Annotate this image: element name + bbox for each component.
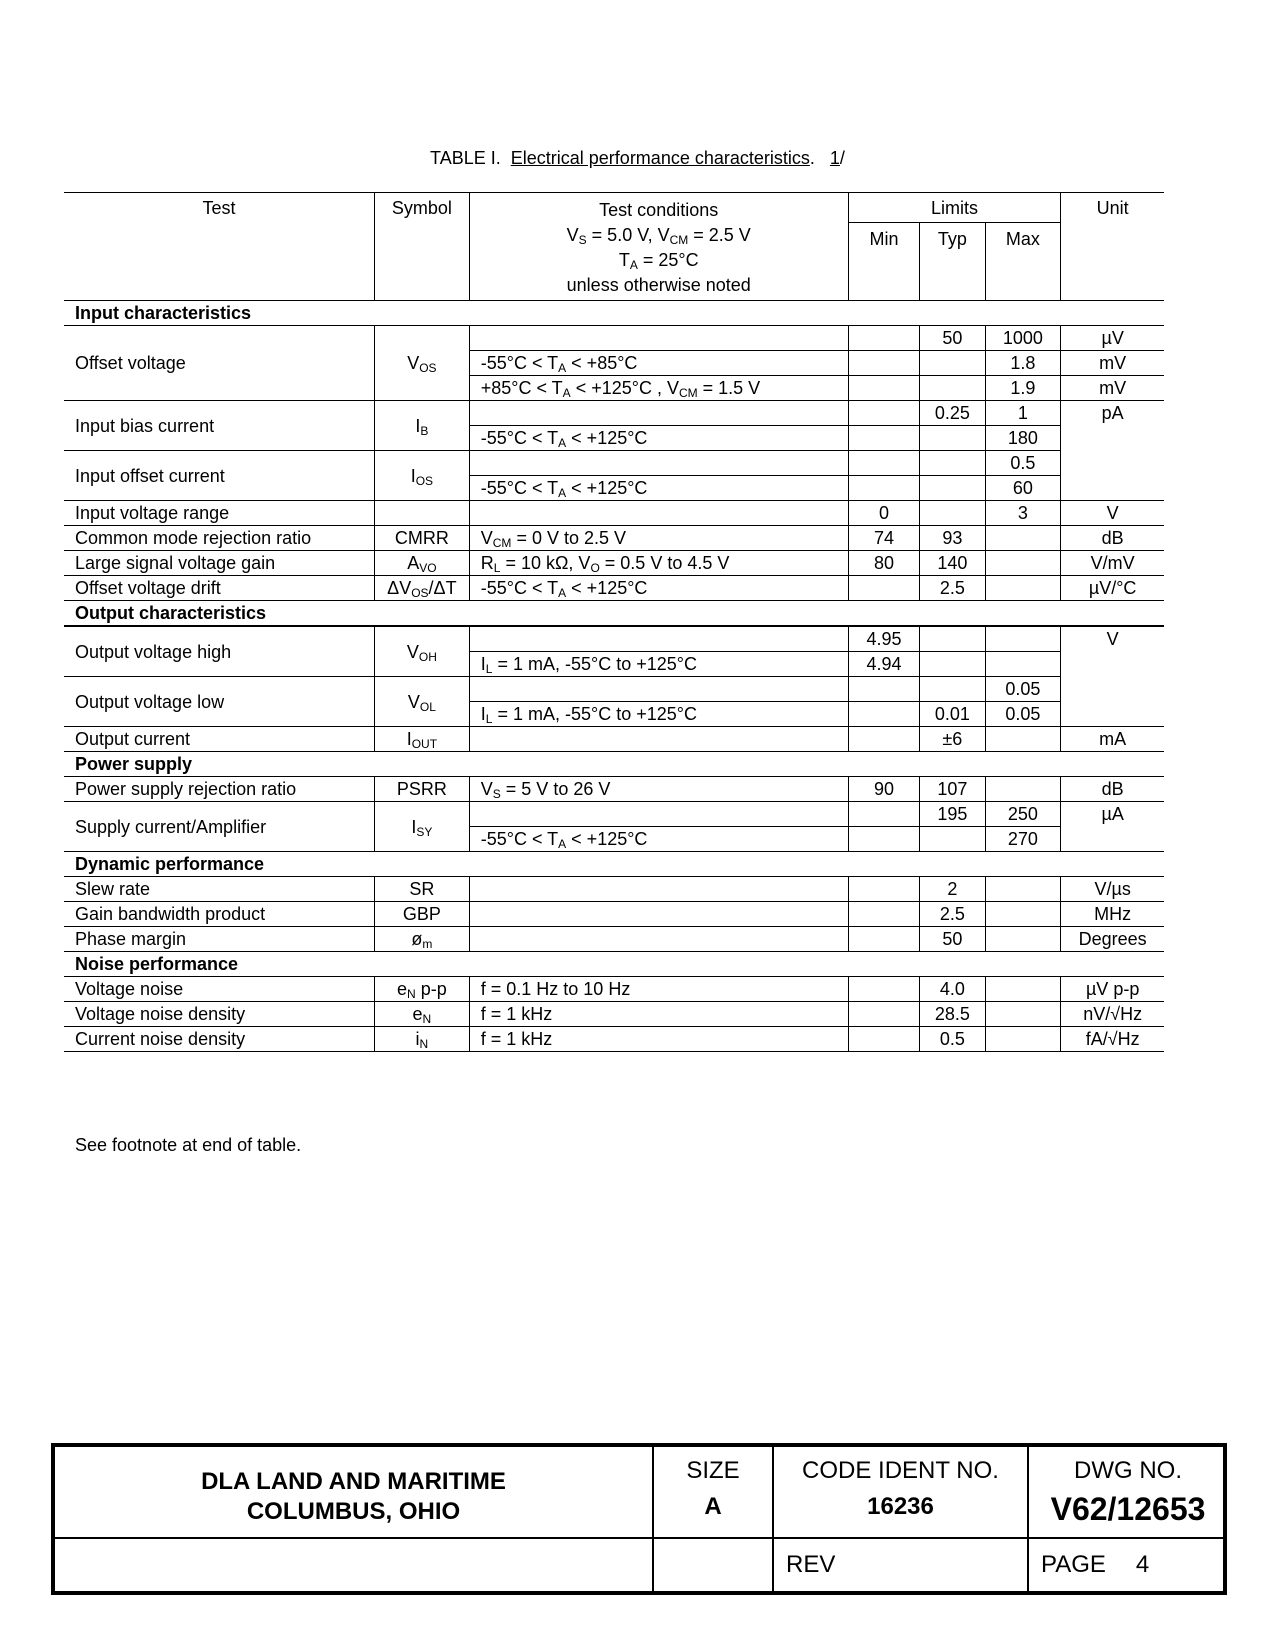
test-name: Current noise density bbox=[64, 1027, 375, 1052]
condition bbox=[469, 326, 848, 351]
min bbox=[848, 802, 920, 827]
table-row bbox=[64, 902, 1164, 927]
title-block-rev bbox=[774, 1539, 1029, 1595]
typ bbox=[920, 501, 985, 526]
max bbox=[985, 576, 1061, 601]
unit: Degrees bbox=[1061, 927, 1164, 952]
test-name: Gain bandwidth product bbox=[64, 902, 375, 927]
typ: 50 bbox=[920, 326, 985, 351]
table-row bbox=[64, 576, 1164, 601]
typ: 107 bbox=[920, 777, 985, 802]
table-row bbox=[64, 727, 1164, 752]
unit: µV bbox=[1061, 326, 1164, 351]
condition bbox=[469, 927, 848, 952]
max: 0.05 bbox=[985, 702, 1061, 727]
typ: ±6 bbox=[920, 727, 985, 752]
condition: $-55^\circ C < T_A < +125^\circ C$ bbox=[469, 426, 848, 451]
section-dynamic bbox=[64, 852, 1164, 877]
unit: mV bbox=[1061, 351, 1164, 376]
condition: $+85^\circ C < T_A < +125^\circ C$ , $V_{CM} = 1.5$ V bbox=[469, 376, 848, 401]
typ bbox=[920, 351, 985, 376]
test-name: Voltage noise bbox=[64, 977, 375, 1002]
symbol: $\Delta V_{OS}/\Delta T$ bbox=[375, 576, 470, 601]
max bbox=[985, 977, 1061, 1002]
typ bbox=[920, 677, 985, 702]
min bbox=[848, 476, 920, 501]
unit: V/mV bbox=[1061, 551, 1164, 576]
condition: $-55^\circ C < T_A < +125^\circ C$ bbox=[469, 476, 848, 501]
typ bbox=[920, 827, 985, 852]
unit: µV p-p bbox=[1061, 977, 1164, 1002]
min bbox=[848, 727, 920, 752]
typ: 93 bbox=[920, 526, 985, 551]
code-ident-value: 16236 bbox=[867, 1493, 934, 1520]
unit bbox=[1061, 702, 1164, 727]
test-name: Large signal voltage gain bbox=[64, 551, 375, 576]
table-row bbox=[64, 777, 1164, 802]
test-name: Offset voltage drift bbox=[64, 576, 375, 601]
table-row bbox=[64, 626, 1164, 652]
symbol: $i_N$ bbox=[375, 1027, 470, 1052]
title-block-code-ident bbox=[774, 1447, 1029, 1539]
condition: $V_S = 5$ V to 26 V bbox=[469, 777, 848, 802]
caption-prefix: TABLE I. bbox=[430, 148, 501, 168]
table-row bbox=[64, 451, 1164, 476]
test-name: Offset voltage bbox=[64, 326, 375, 401]
condition bbox=[469, 677, 848, 702]
dwg-no-value: V62/12653 bbox=[1050, 1491, 1206, 1527]
unit: MHz bbox=[1061, 902, 1164, 927]
condition: $-55^\circ C < T_A < +125^\circ C$ bbox=[469, 827, 848, 852]
header-min: Min bbox=[848, 223, 920, 301]
table-row bbox=[64, 877, 1164, 902]
typ: 2.5 bbox=[920, 576, 985, 601]
symbol: SR bbox=[375, 877, 470, 902]
test-name: Slew rate bbox=[64, 877, 375, 902]
min bbox=[848, 576, 920, 601]
typ bbox=[920, 626, 985, 652]
min bbox=[848, 902, 920, 927]
test-name: Phase margin bbox=[64, 927, 375, 952]
test-name: Input voltage range bbox=[64, 501, 375, 526]
typ: 2 bbox=[920, 877, 985, 902]
min: 74 bbox=[848, 526, 920, 551]
org-line-2: COLUMBUS, OHIO bbox=[246, 1498, 461, 1525]
symbol: GBP bbox=[375, 902, 470, 927]
max bbox=[985, 1002, 1061, 1027]
condition bbox=[469, 902, 848, 927]
max: 3 bbox=[985, 501, 1061, 526]
dwg-no-label: DWG NO. bbox=[1074, 1457, 1182, 1484]
header-conditions-vs: $V_S = 5.0$ V, $V_{CM} = 2.5$ V bbox=[566, 225, 751, 247]
min bbox=[848, 351, 920, 376]
condition bbox=[469, 802, 848, 827]
test-name: Voltage noise density bbox=[64, 1002, 375, 1027]
symbol: $e_N$ bbox=[375, 1002, 470, 1027]
min: 4.94 bbox=[848, 652, 920, 677]
max bbox=[985, 902, 1061, 927]
title-block bbox=[51, 1443, 1227, 1595]
symbol: $I_B$ bbox=[375, 401, 470, 451]
condition: $-55^\circ C < T_A < +85^\circ C$ bbox=[469, 351, 848, 376]
typ: 50 bbox=[920, 927, 985, 952]
max: 1 bbox=[985, 401, 1061, 426]
table-caption bbox=[0, 148, 1275, 169]
unit bbox=[1061, 451, 1164, 476]
unit: mV bbox=[1061, 376, 1164, 401]
table-row bbox=[64, 401, 1164, 426]
condition bbox=[469, 451, 848, 476]
title-block-blank bbox=[55, 1539, 654, 1595]
typ: 28.5 bbox=[920, 1002, 985, 1027]
max: 0.5 bbox=[985, 451, 1061, 476]
condition: f = 1 kHz bbox=[469, 1002, 848, 1027]
test-name: Power supply rejection ratio bbox=[64, 777, 375, 802]
section-output bbox=[64, 601, 1164, 627]
condition bbox=[469, 501, 848, 526]
title-block-blank-2 bbox=[654, 1539, 774, 1595]
unit: dB bbox=[1061, 526, 1164, 551]
condition: $R_L = 10$ kΩ, $V_O = 0.5$ V to 4.5 V bbox=[469, 551, 848, 576]
typ: 0.25 bbox=[920, 401, 985, 426]
symbol: $A_{VO}$ bbox=[375, 551, 470, 576]
table-row bbox=[64, 1002, 1164, 1027]
symbol bbox=[375, 501, 470, 526]
symbol: $I_{SY}$ bbox=[375, 802, 470, 852]
condition bbox=[469, 401, 848, 426]
symbol: PSRR bbox=[375, 777, 470, 802]
condition: f = 0.1 Hz to 10 Hz bbox=[469, 977, 848, 1002]
max bbox=[985, 927, 1061, 952]
section-input bbox=[64, 301, 1164, 326]
header-typ: Typ bbox=[920, 223, 985, 301]
max bbox=[985, 727, 1061, 752]
header-conditions-label: Test conditions bbox=[599, 200, 719, 220]
symbol: $I_{OS}$ bbox=[375, 451, 470, 501]
unit: µV/°C bbox=[1061, 576, 1164, 601]
condition bbox=[469, 727, 848, 752]
test-name: Supply current/Amplifier bbox=[64, 802, 375, 852]
min bbox=[848, 326, 920, 351]
min bbox=[848, 677, 920, 702]
header-row-1 bbox=[64, 192, 1164, 223]
table-row bbox=[64, 677, 1164, 702]
unit: pA bbox=[1061, 401, 1164, 426]
max: 60 bbox=[985, 476, 1061, 501]
max: 270 bbox=[985, 827, 1061, 852]
unit: µA bbox=[1061, 802, 1164, 827]
condition bbox=[469, 626, 848, 652]
typ: 4.0 bbox=[920, 977, 985, 1002]
max bbox=[985, 526, 1061, 551]
unit bbox=[1061, 426, 1164, 451]
symbol: CMRR bbox=[375, 526, 470, 551]
rev-label: REV bbox=[786, 1551, 836, 1578]
table-row bbox=[64, 501, 1164, 526]
unit: V/µs bbox=[1061, 877, 1164, 902]
symbol: $V_{OS}$ bbox=[375, 326, 470, 401]
min: 0 bbox=[848, 501, 920, 526]
min bbox=[848, 927, 920, 952]
min: 4.95 bbox=[848, 626, 920, 652]
electrical-characteristics-table bbox=[64, 192, 1164, 1052]
condition: $V_{CM} = 0$ V to 2.5 V bbox=[469, 526, 848, 551]
min bbox=[848, 1002, 920, 1027]
typ bbox=[920, 451, 985, 476]
unit: V bbox=[1061, 501, 1164, 526]
symbol: $I_{OUT}$ bbox=[375, 727, 470, 752]
min bbox=[848, 426, 920, 451]
test-name: Common mode rejection ratio bbox=[64, 526, 375, 551]
max bbox=[985, 652, 1061, 677]
header-test: Test bbox=[64, 192, 375, 301]
section-title: Input characteristics bbox=[64, 301, 1164, 326]
unit: nV/√Hz bbox=[1061, 1002, 1164, 1027]
size-value: A bbox=[704, 1493, 722, 1520]
typ: 0.5 bbox=[920, 1027, 985, 1052]
table-row bbox=[64, 326, 1164, 351]
footnote-note: See footnote at end of table. bbox=[75, 1135, 302, 1155]
max bbox=[985, 777, 1061, 802]
typ bbox=[920, 426, 985, 451]
test-name: Output current bbox=[64, 727, 375, 752]
typ: 140 bbox=[920, 551, 985, 576]
header-unit: Unit bbox=[1061, 192, 1164, 301]
page-number: 4 bbox=[1135, 1551, 1150, 1578]
title-block-size bbox=[654, 1447, 774, 1539]
footnote-ref[interactable]: 1 bbox=[829, 148, 840, 168]
table-row bbox=[64, 551, 1164, 576]
condition: f = 1 kHz bbox=[469, 1027, 848, 1052]
min bbox=[848, 877, 920, 902]
max bbox=[985, 1027, 1061, 1052]
max bbox=[985, 626, 1061, 652]
symbol: $V_{OH}$ bbox=[375, 626, 470, 677]
table-row bbox=[64, 927, 1164, 952]
min bbox=[848, 977, 920, 1002]
title-block-dwg-no bbox=[1029, 1447, 1227, 1539]
table-row bbox=[64, 526, 1164, 551]
typ: 2.5 bbox=[920, 902, 985, 927]
title-block-page bbox=[1029, 1539, 1227, 1595]
min: 90 bbox=[848, 777, 920, 802]
max: 180 bbox=[985, 426, 1061, 451]
min bbox=[848, 376, 920, 401]
header-symbol: Symbol bbox=[375, 192, 470, 301]
symbol: $V_{OL}$ bbox=[375, 677, 470, 727]
caption-title: Electrical performance characteristics bbox=[510, 148, 810, 168]
max: 250 bbox=[985, 802, 1061, 827]
max: 1000 bbox=[985, 326, 1061, 351]
footnote-slash: / bbox=[839, 148, 845, 168]
condition: $I_L = 1$ mA, -55°C to +125°C bbox=[469, 652, 848, 677]
header-conditions bbox=[469, 192, 848, 301]
section-title: Output characteristics bbox=[64, 601, 1164, 627]
unit: fA/√Hz bbox=[1061, 1027, 1164, 1052]
unit: dB bbox=[1061, 777, 1164, 802]
symbol: $ø_m$ bbox=[375, 927, 470, 952]
section-title: Dynamic performance bbox=[64, 852, 1164, 877]
typ bbox=[920, 376, 985, 401]
org-line-1: DLA LAND AND MARITIME bbox=[201, 1468, 506, 1495]
typ: 0.01 bbox=[920, 702, 985, 727]
section-power bbox=[64, 752, 1164, 777]
typ: 195 bbox=[920, 802, 985, 827]
typ bbox=[920, 652, 985, 677]
title-block-organization bbox=[55, 1447, 654, 1539]
test-name: Input offset current bbox=[64, 451, 375, 501]
condition bbox=[469, 877, 848, 902]
header-max: Max bbox=[985, 223, 1061, 301]
table-row bbox=[64, 977, 1164, 1002]
symbol: $e_N$ p-p bbox=[375, 977, 470, 1002]
min bbox=[848, 1027, 920, 1052]
unit bbox=[1061, 677, 1164, 702]
max: 0.05 bbox=[985, 677, 1061, 702]
unit bbox=[1061, 652, 1164, 677]
max bbox=[985, 877, 1061, 902]
test-name: Output voltage low bbox=[64, 677, 375, 727]
max: 1.8 bbox=[985, 351, 1061, 376]
unit bbox=[1061, 476, 1164, 501]
max: 1.9 bbox=[985, 376, 1061, 401]
test-name: Output voltage high bbox=[64, 626, 375, 677]
section-title: Noise performance bbox=[64, 952, 1164, 977]
condition: $I_L = 1$ mA, -55°C to +125°C bbox=[469, 702, 848, 727]
header-conditions-note: unless otherwise noted bbox=[566, 275, 751, 295]
test-name: Input bias current bbox=[64, 401, 375, 451]
header-limits: Limits bbox=[848, 192, 1061, 223]
caption-period: . bbox=[809, 148, 815, 168]
unit bbox=[1061, 827, 1164, 852]
section-title: Power supply bbox=[64, 752, 1164, 777]
unit: mA bbox=[1061, 727, 1164, 752]
section-noise bbox=[64, 952, 1164, 977]
page-label: PAGE bbox=[1041, 1551, 1106, 1578]
table-row bbox=[64, 1027, 1164, 1052]
min bbox=[848, 702, 920, 727]
condition: $-55^\circ C < T_A < +125^\circ C$ bbox=[469, 576, 848, 601]
table-row bbox=[64, 802, 1164, 827]
min: 80 bbox=[848, 551, 920, 576]
min bbox=[848, 827, 920, 852]
min bbox=[848, 401, 920, 426]
min bbox=[848, 451, 920, 476]
max bbox=[985, 551, 1061, 576]
typ bbox=[920, 476, 985, 501]
size-label: SIZE bbox=[686, 1457, 740, 1484]
header-conditions-ta: $T_A = 25^\circ C$ bbox=[618, 250, 699, 272]
unit: V bbox=[1061, 626, 1164, 652]
code-ident-label: CODE IDENT NO. bbox=[802, 1457, 999, 1484]
